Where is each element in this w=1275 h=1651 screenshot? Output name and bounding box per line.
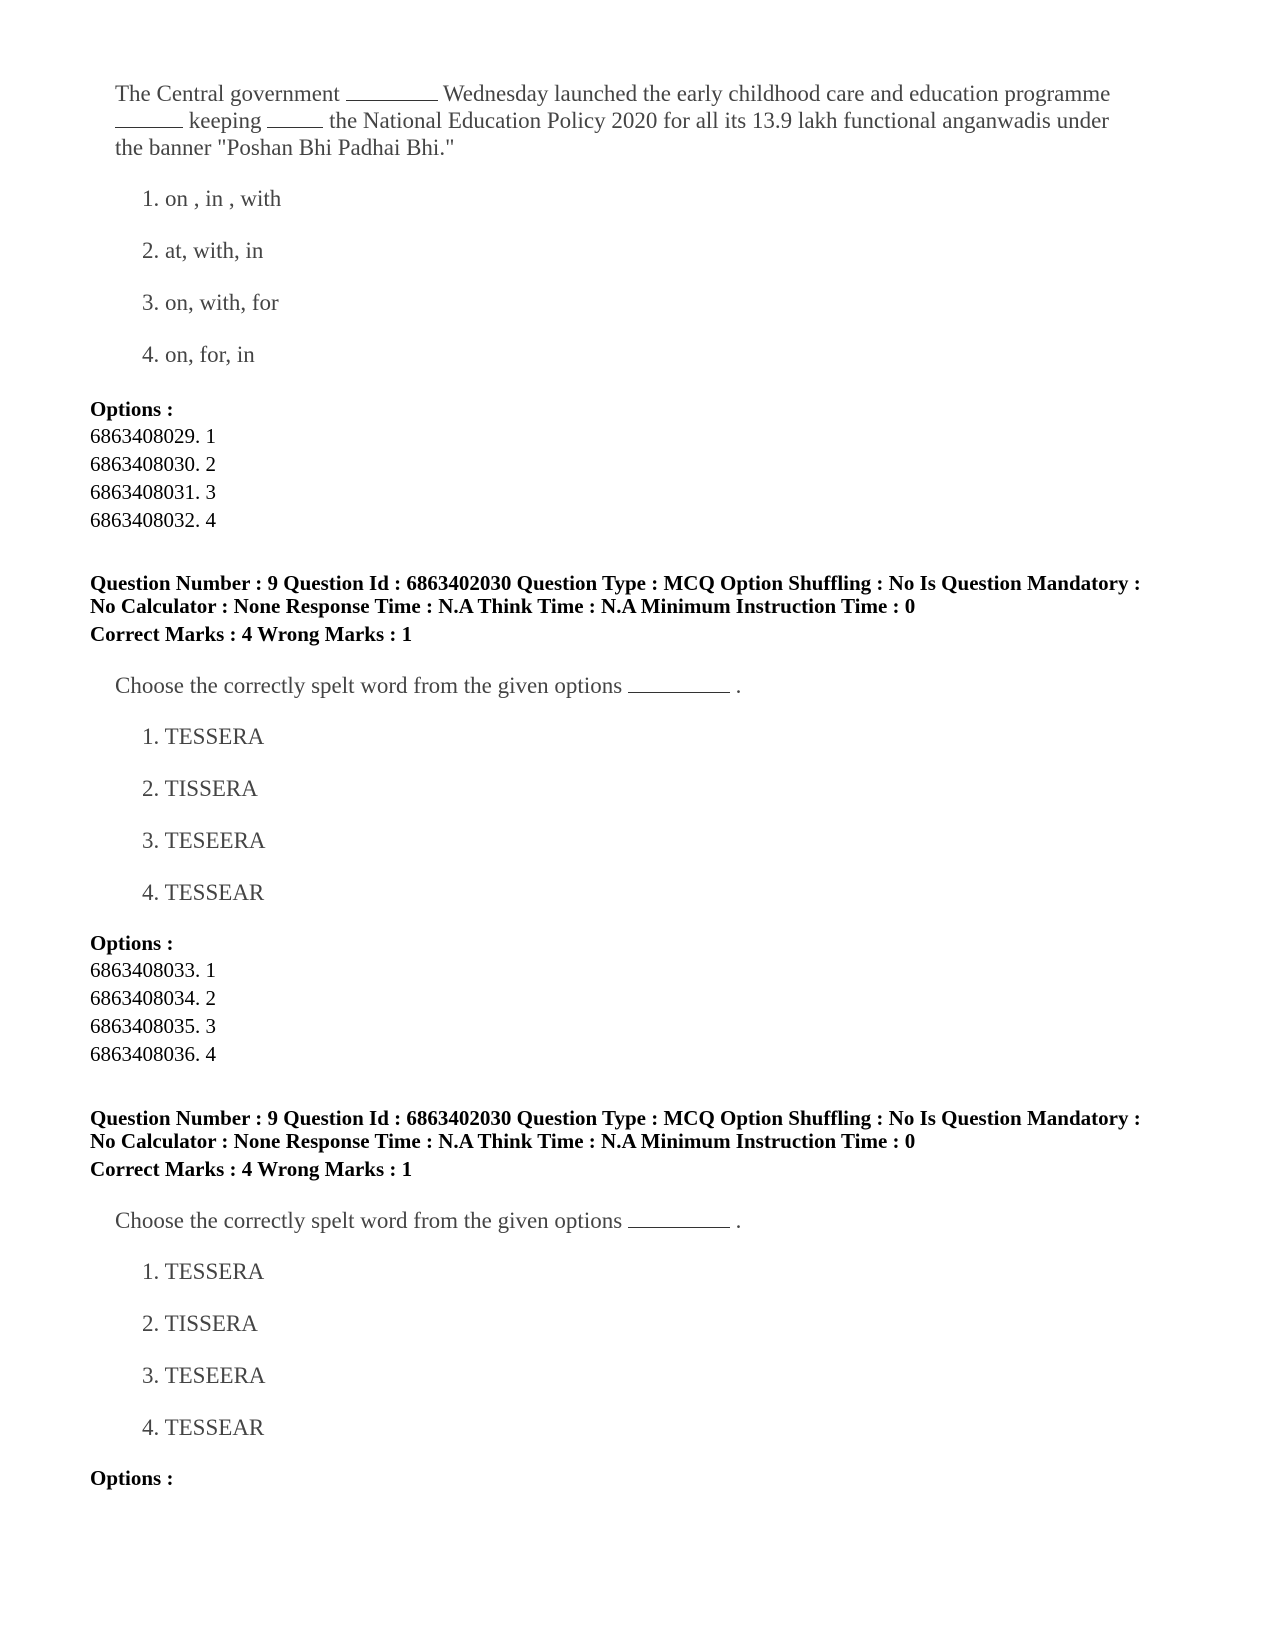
option-id: 6863408034. 2 — [90, 986, 216, 1010]
option-id: 6863408035. 3 — [90, 1014, 216, 1038]
question-prompt-text: Choose the correctly spelt word from the given options — [115, 673, 623, 698]
question-text-segment: keeping — [188, 108, 262, 133]
question-meta-line-2: No Calculator : None Response Time : N.A Think Time : N.A Minimum Instruction Time : 0 — [90, 594, 916, 618]
question-marks: Correct Marks : 4 Wrong Marks : 1 — [90, 622, 413, 646]
answer-choice: 2. TISSERA — [142, 776, 258, 801]
question-prompt-end: . — [735, 673, 742, 698]
option-id: 6863408032. 4 — [90, 508, 216, 532]
answer-choice: 1. TESSERA — [142, 724, 265, 749]
question-meta-line-1: Question Number : 9 Question Id : 6863402030 Question Type : MCQ Option Shuffling : No Is Question Mandatory : — [90, 1106, 1141, 1130]
answer-choice: 4. TESSEAR — [142, 880, 265, 905]
option-id: 6863408029. 1 — [90, 424, 216, 448]
answer-choice: 4. TESSEAR — [142, 1415, 265, 1440]
question-text-line-2 — [115, 107, 1109, 135]
answer-choice: 3. TESEERA — [142, 828, 266, 853]
question-meta-line-2: No Calculator : None Response Time : N.A Think Time : N.A Minimum Instruction Time : 0 — [90, 1129, 916, 1153]
question-text-line-1 — [115, 80, 1110, 108]
option-id: 6863408030. 2 — [90, 452, 216, 476]
question-text-segment: Wednesday launched the early childhood care and education programme — [442, 81, 1111, 106]
question-prompt-end: . — [735, 1208, 742, 1233]
question-prompt-text: Choose the correctly spelt word from the given options — [115, 1208, 623, 1233]
option-id: 6863408031. 3 — [90, 480, 216, 504]
answer-choice: 1. TESSERA — [142, 1259, 265, 1284]
answer-choice: 3. TESEERA — [142, 1363, 266, 1388]
fill-blank — [115, 109, 183, 128]
question-prompt — [115, 672, 741, 700]
answer-choice: 4. on, for, in — [142, 342, 255, 367]
answer-choice: 2. at, with, in — [142, 238, 264, 263]
answer-choice: 2. TISSERA — [142, 1311, 258, 1336]
question-text-segment: the National Education Policy 2020 for all its 13.9 lakh functional anganwadis under — [329, 108, 1109, 133]
question-text-line-3: the banner "Poshan Bhi Padhai Bhi." — [115, 135, 455, 160]
fill-blank — [267, 109, 323, 128]
options-heading: Options : — [90, 1466, 174, 1490]
fill-blank — [346, 82, 438, 101]
options-heading: Options : — [90, 931, 174, 955]
question-meta-line-1: Question Number : 9 Question Id : 6863402030 Question Type : MCQ Option Shuffling : No Is Question Mandatory : — [90, 571, 1141, 595]
fill-blank — [628, 1209, 730, 1228]
question-text-segment: The Central government — [115, 81, 340, 106]
question-prompt — [115, 1207, 741, 1235]
answer-choice: 3. on, with, for — [142, 290, 279, 315]
option-id: 6863408036. 4 — [90, 1042, 216, 1066]
question-marks: Correct Marks : 4 Wrong Marks : 1 — [90, 1157, 413, 1181]
option-id: 6863408033. 1 — [90, 958, 216, 982]
fill-blank — [628, 674, 730, 693]
options-heading: Options : — [90, 397, 174, 421]
answer-choice: 1. on , in , with — [142, 186, 282, 211]
